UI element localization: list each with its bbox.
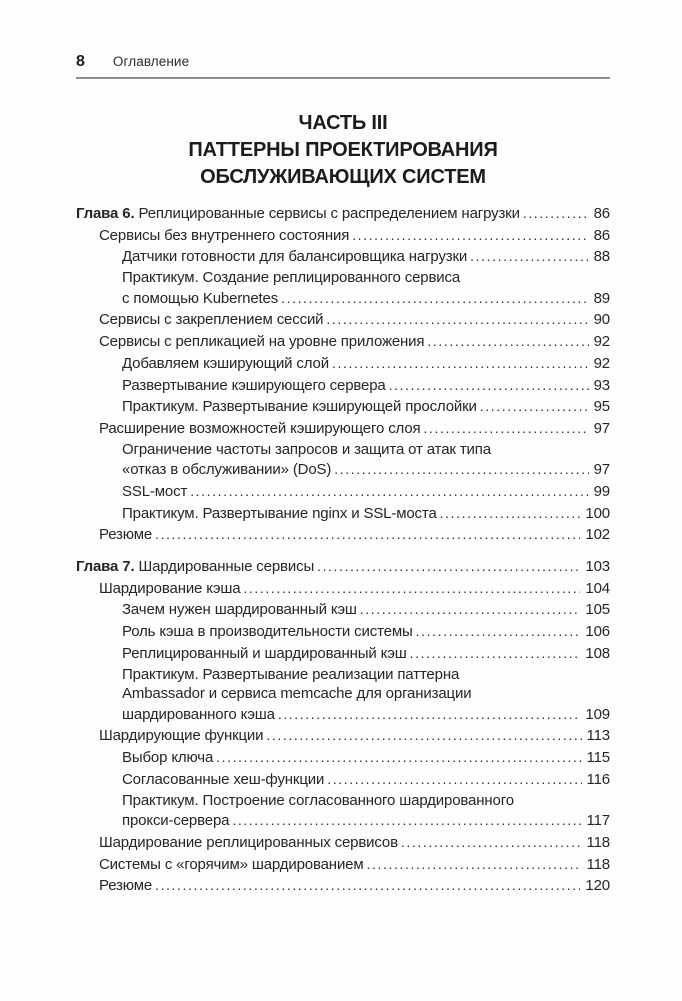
toc-entry-title: Шардирование кэша bbox=[99, 579, 241, 597]
part-heading-line: ЧАСТЬ III bbox=[298, 112, 388, 134]
toc-page-number: 103 bbox=[585, 558, 610, 576]
toc-entry-line bbox=[122, 503, 610, 525]
toc-page-number: 108 bbox=[585, 644, 610, 662]
dot-leader bbox=[480, 396, 589, 418]
toc-entry-line bbox=[122, 643, 610, 665]
toc-entry-title: Расширение возможностей кэширующего слоя bbox=[99, 419, 421, 437]
toc-page-number: 86 bbox=[593, 226, 610, 244]
toc-entry bbox=[76, 396, 610, 418]
toc-entry-line bbox=[76, 203, 610, 225]
toc-entry bbox=[76, 524, 610, 546]
toc-entry bbox=[76, 225, 610, 247]
toc-entry-title: Сервисы без внутреннего состояния bbox=[99, 226, 350, 244]
toc-page-number: 93 bbox=[593, 376, 610, 394]
toc-entry-line bbox=[99, 524, 610, 546]
toc-entry-title: Шардирующие функции bbox=[99, 727, 264, 745]
toc-entry-line bbox=[122, 459, 610, 481]
toc-entry-line bbox=[122, 440, 610, 460]
toc-entry-line bbox=[122, 665, 610, 685]
dot-leader bbox=[389, 375, 589, 397]
toc-entry bbox=[76, 875, 610, 897]
toc-entry-line bbox=[122, 684, 610, 704]
toc-entry bbox=[76, 418, 610, 440]
toc-entry-line bbox=[122, 621, 610, 643]
toc-entry-line bbox=[99, 875, 610, 897]
dot-leader bbox=[440, 503, 581, 525]
toc-entry bbox=[76, 621, 610, 643]
toc bbox=[76, 203, 610, 897]
dot-leader bbox=[317, 556, 580, 578]
toc-entry-title: Глава 7. Шардированные сервисы bbox=[76, 558, 315, 576]
toc-entry bbox=[76, 769, 610, 791]
toc-entry bbox=[76, 854, 610, 876]
toc-entry-title: Практикум. Создание реплицированного сервиса bbox=[122, 269, 461, 287]
toc-entry bbox=[76, 481, 610, 503]
dot-leader bbox=[155, 524, 580, 546]
toc-entry bbox=[76, 791, 610, 832]
dot-leader bbox=[190, 481, 588, 503]
toc-entry-title: SSL-мост bbox=[122, 482, 188, 500]
toc-page-number: 89 bbox=[593, 289, 610, 307]
toc-page-number: 92 bbox=[593, 333, 610, 351]
toc-page-number: 120 bbox=[585, 877, 610, 895]
toc-page-number: 100 bbox=[585, 504, 610, 522]
toc-page-number: 102 bbox=[585, 526, 610, 544]
toc-entry-line bbox=[122, 246, 610, 268]
toc-entry-title: прокси-сервера bbox=[122, 812, 230, 830]
toc-entry-line bbox=[122, 747, 610, 769]
toc-entry-title: Шардирование реплицированных сервисов bbox=[99, 833, 398, 851]
toc-entry-line bbox=[99, 225, 610, 247]
toc-page-number: 97 bbox=[593, 419, 610, 437]
toc-page-number: 105 bbox=[585, 601, 610, 619]
toc-entry-line bbox=[99, 854, 610, 876]
toc-entry-title: с помощью Kubernetes bbox=[122, 289, 279, 307]
toc-entry-title: Сервисы с закреплением сессий bbox=[99, 311, 324, 329]
toc-entry-title: Ambassador и сервиса memcache для организации bbox=[122, 685, 472, 703]
toc-entry-title: Практикум. Построение согласованного шардированного bbox=[122, 791, 514, 809]
toc-entry bbox=[76, 578, 610, 600]
running-head bbox=[76, 54, 610, 79]
toc-entry bbox=[76, 503, 610, 525]
toc-entry-title: Резюме bbox=[99, 877, 153, 895]
toc-entry-title: шардированного кэша bbox=[122, 705, 275, 723]
dot-leader bbox=[326, 309, 588, 331]
toc-entry bbox=[76, 643, 610, 665]
toc-entry-title: Сервисы с репликацией на уровне приложения bbox=[99, 333, 425, 351]
chapter-label: Глава 7. bbox=[76, 558, 135, 576]
dot-leader bbox=[416, 621, 581, 643]
dot-leader bbox=[327, 769, 581, 791]
toc-entry-line bbox=[122, 375, 610, 397]
toc-entry bbox=[76, 375, 610, 397]
toc-entry-line bbox=[122, 791, 610, 811]
toc-page-number: 118 bbox=[586, 833, 610, 851]
toc-page-number: 99 bbox=[593, 482, 610, 500]
toc-entry-line bbox=[99, 578, 610, 600]
dot-leader bbox=[216, 747, 581, 769]
toc-page-number: 113 bbox=[586, 727, 610, 745]
toc-entry-title: Выбор ключа bbox=[122, 749, 214, 767]
toc-entry-line bbox=[122, 810, 610, 832]
dot-leader bbox=[427, 331, 588, 353]
toc-page-number: 106 bbox=[585, 623, 610, 641]
part-heading-line: ОБСЛУЖИВАЮЩИХ СИСТЕМ bbox=[200, 166, 486, 188]
dot-leader bbox=[360, 599, 581, 621]
toc-entry bbox=[76, 331, 610, 353]
toc-entry-line bbox=[122, 288, 610, 310]
dot-leader bbox=[352, 225, 588, 247]
dot-leader bbox=[401, 832, 582, 854]
toc-entry-title: Практикум. Развертывание реализации паттерна bbox=[122, 665, 460, 683]
toc-entry bbox=[76, 353, 610, 375]
dot-leader bbox=[155, 875, 580, 897]
dot-leader bbox=[332, 353, 589, 375]
toc-entry-title: Согласованные хеш-функции bbox=[122, 770, 325, 788]
toc-page-number: 86 bbox=[593, 205, 610, 222]
toc-page-number: 115 bbox=[586, 749, 610, 767]
toc-page-number: 109 bbox=[585, 705, 610, 723]
toc-entry-title: Датчики готовности для балансировщика нагрузки bbox=[122, 248, 468, 266]
toc-entry-line bbox=[122, 481, 610, 503]
toc-entry-line bbox=[99, 832, 610, 854]
toc-entry-title: Добавляем кэширующий слой bbox=[122, 354, 329, 372]
toc-entry bbox=[76, 832, 610, 854]
toc-entry bbox=[76, 747, 610, 769]
dot-leader bbox=[281, 288, 589, 310]
toc-page-number: 97 bbox=[593, 461, 610, 479]
toc-page-number: 90 bbox=[593, 311, 610, 329]
toc-entry-line bbox=[122, 704, 610, 726]
toc-entry-title: Роль кэша в производительности системы bbox=[122, 623, 413, 641]
dot-leader bbox=[243, 578, 580, 600]
toc-entry bbox=[76, 246, 610, 268]
toc-entry-title: Практикум. Развертывание nginx и SSL-моста bbox=[122, 504, 437, 522]
toc-entry-line bbox=[99, 309, 610, 331]
toc-page-number: 88 bbox=[593, 248, 610, 266]
toc-entry-title: Практикум. Развертывание кэширующей прослойки bbox=[122, 398, 477, 416]
part-heading-line: ПАТТЕРНЫ ПРОЕКТИРОВАНИЯ bbox=[188, 139, 498, 161]
toc-entry-line bbox=[122, 268, 610, 288]
dot-leader bbox=[334, 459, 588, 481]
dot-leader bbox=[266, 725, 581, 747]
toc-entry-line bbox=[99, 418, 610, 440]
toc-entry-title: Зачем нужен шардированный кэш bbox=[122, 601, 357, 619]
dot-leader bbox=[470, 246, 588, 268]
toc-entry-line bbox=[99, 331, 610, 353]
toc-entry-line bbox=[76, 556, 610, 578]
toc-entry bbox=[76, 665, 610, 726]
toc-entry-line bbox=[122, 353, 610, 375]
toc-entry-line bbox=[122, 599, 610, 621]
toc-entry bbox=[76, 440, 610, 481]
chapter-label: Глава 6. bbox=[76, 205, 135, 222]
toc-page-number: 118 bbox=[586, 855, 610, 873]
dot-leader bbox=[523, 203, 589, 225]
toc-entry-title: «отказ в обслуживании» (DoS) bbox=[122, 461, 332, 479]
running-head-title: Оглавление bbox=[112, 54, 190, 69]
toc-page-number: 104 bbox=[585, 579, 610, 597]
toc-entry bbox=[76, 599, 610, 621]
toc-entry-title: Резюме bbox=[99, 526, 153, 544]
toc-page-number: 95 bbox=[593, 398, 610, 416]
toc-entry bbox=[76, 725, 610, 747]
toc-entry bbox=[76, 268, 610, 309]
toc-entry-title: Ограничение частоты запросов и защита от атак типа bbox=[122, 440, 491, 458]
toc-entry-title: Реплицированный и шардированный кэш bbox=[122, 644, 407, 662]
toc-entry-line bbox=[99, 725, 610, 747]
dot-leader bbox=[232, 810, 581, 832]
dot-leader bbox=[410, 643, 581, 665]
toc-entry-line bbox=[122, 769, 610, 791]
page-number: 8 bbox=[76, 53, 85, 70]
toc-page-number: 92 bbox=[593, 354, 610, 372]
toc-page-number: 117 bbox=[586, 812, 610, 830]
dot-leader bbox=[367, 854, 582, 876]
part-heading bbox=[76, 110, 610, 191]
toc-entry-line bbox=[122, 396, 610, 418]
toc-entry bbox=[76, 309, 610, 331]
dot-leader bbox=[423, 418, 588, 440]
toc-entry-title: Глава 6. Реплицированные сервисы с распределением нагрузки bbox=[76, 205, 520, 222]
toc-entry-title: Системы с «горячим» шардированием bbox=[99, 855, 364, 873]
toc-page-number: 116 bbox=[586, 770, 610, 788]
toc-chapter-entry bbox=[76, 203, 610, 225]
toc-entry-title: Развертывание кэширующего сервера bbox=[122, 376, 386, 394]
toc-chapter-entry bbox=[76, 556, 610, 578]
dot-leader bbox=[278, 704, 581, 726]
